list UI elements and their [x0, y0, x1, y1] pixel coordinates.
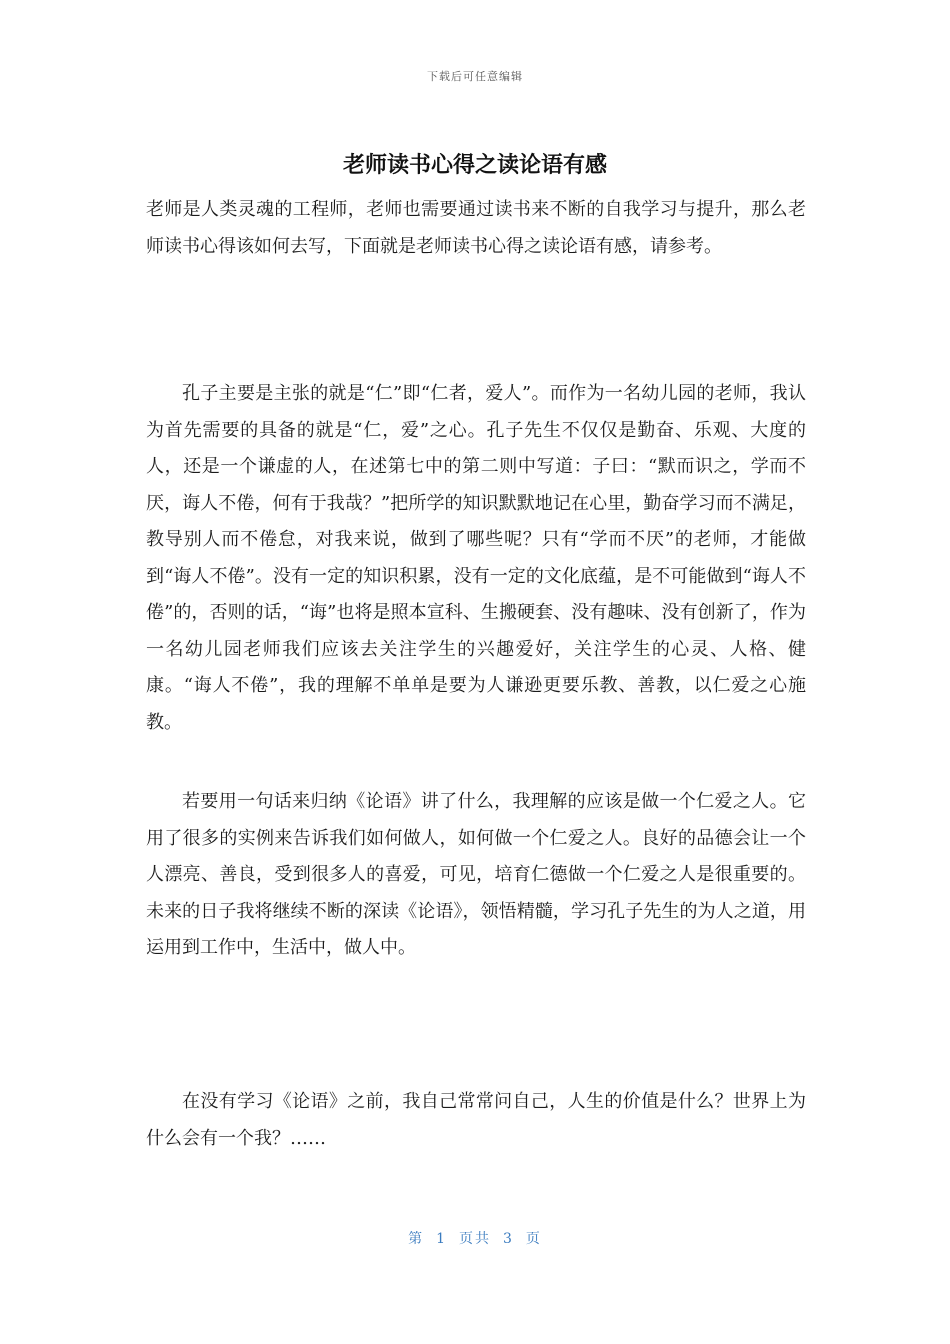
header-note: 下载后可任意编辑	[427, 70, 523, 83]
footer-page-number: 1	[436, 1231, 447, 1247]
footer-prefix: 第	[408, 1231, 425, 1247]
page-title: 老师读书心得之读论语有感	[342, 153, 607, 178]
footer-suffix: 页	[525, 1231, 542, 1247]
body-paragraph-2: 若要用一句话来归纳《论语》讲了什么，我理解的应该是做一个仁爱之人。它用了很多的实例来告诉我们如何做人，如何做一个仁爱之人。良好的品德会让一个人漂亮、善良，受到很多人的喜爱，可见，培育仁德做一个仁爱之人是很重要的。未来的日子我将继续不断的深读《论语》，领悟精髓，学习孔子先生的为人之道，用运用到工作中，生活中，做人中。	[146, 791, 806, 958]
intro-paragraph: 老师是人类灵魂的工程师，老师也需要通过读书来不断的自我学习与提升，那么老师读书心得该如何去写，下面就是老师读书心得之读论语有感，请参考。	[146, 199, 806, 257]
body-paragraph-1: 孔子主要是主张的就是“仁”即“仁者，爱人”。而作为一名幼儿园的老师，我认为首先需要的具备的就是“仁，爱”之心。孔子先生不仅仅是勤奋、乐观、大度的人，还是一个谦虚的人，在述第七中的第二则中写道：子曰：“默而识之，学而不厌，诲人不倦，何有于我哉？”把所学的知识默默地记在心里，勤奋学习而不满足，教导别人而不倦怠，对我来说，做到了哪些呢？只有“学而不厌”的老师，才能做到“诲人不倦”。没有一定的知识积累，没有一定的文化底蕴，是不可能做到“诲人不倦”的，否则的话，“诲”也将是照本宣科、生搬硬套、没有趣味、没有创新了，作为一名幼儿园老师我们应该去关注学生的兴趣爱好，关注学生的心灵、人格、健康。“诲人不倦”，我的理解不单单是要为人谦逊更要乐教、善教，以仁爱之心施教。	[146, 383, 806, 733]
page-footer	[0, 1228, 950, 1248]
body-paragraph-3: 在没有学习《论语》之前，我自己常常问自己，人生的价值是什么？世界上为什么会有一个我？……	[146, 1091, 806, 1149]
footer-total-pages: 3	[503, 1231, 514, 1247]
footer-middle: 页共	[459, 1231, 491, 1247]
